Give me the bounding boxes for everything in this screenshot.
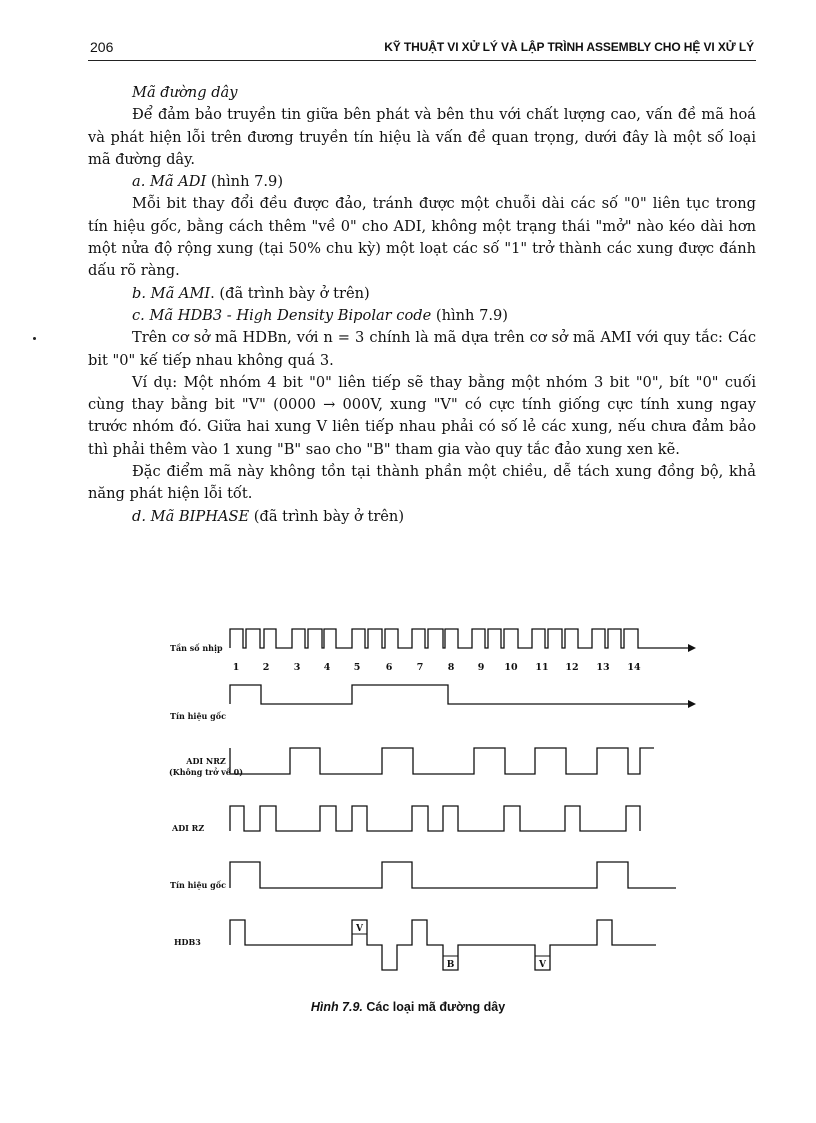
caption-text: Các loại mã đường dây xyxy=(362,1000,506,1014)
hdb3-label: HDB3 xyxy=(174,937,201,947)
figure-caption xyxy=(0,1000,816,1014)
clock-number: 6 xyxy=(385,662,393,673)
source-signal-1-waveform xyxy=(230,685,688,704)
source-signal-1-label: Tín hiệu gốc xyxy=(170,711,226,721)
subsection-b-ref: . (đã trình bày ở trên) xyxy=(210,284,370,302)
subsection-c-paragraph-2: Ví dụ: Một nhóm 4 bit "0" liên tiếp sẽ thay bằng một nhóm 3 bit "0", bít "0" cuối cùng thay bằng bit "V" (0000 → 000V, xung "V" có cực tính giống cực tính xung ngay trước nhóm đó. Giữa hai xung V liên tiếp nhau phải có số lẻ các xung, nếu chưa đảm bảo thì phải thêm vào 1 xung "B" sao cho "B" tham gia vào quy tắc đảo xung xen kẽ. xyxy=(88,373,756,458)
hdb3-v-mark-2: V xyxy=(539,960,546,970)
intro-paragraph: Để đảm bảo truyền tin giữa bên phát và bên thu với chất lượng cao, vấn đề mã hoá và phát hiện lỗi trên đương truyền tín hiệu là vấn đề quan trọng, dưới đây là một số loại mã đường dây. xyxy=(88,106,756,168)
clock-number: 13 xyxy=(596,662,610,673)
clock-number: 11 xyxy=(535,662,549,673)
adi-nrz-waveform xyxy=(230,748,654,774)
clock-number: 1 xyxy=(232,662,240,673)
subsection-a-title: a. Mã ADI xyxy=(132,173,207,191)
clock-number: 7 xyxy=(416,662,424,673)
hdb3-b-mark: B xyxy=(446,960,455,970)
subsection-a-paragraph: Mỗi bit thay đổi đều được đảo, tránh được một chuỗi dài các số "0" liên tục trong tín hiệu gốc, bằng cách thêm "về 0" cho ADI, không một trạng thái "mở" nào kéo dài hơn một nửa độ rộng xung (tại 50% chu kỳ) một loạt các số "1" trở thành các xung được đánh dấu rõ ràng. xyxy=(88,195,756,280)
subsection-c-paragraph-3: Đặc điểm mã này không tồn tại thành phần một chiều, dễ tách xung đồng bộ, khả năng phát hiện lỗi tốt. xyxy=(88,463,756,503)
subsection-d-ref: (đã trình bày ở trên) xyxy=(249,507,405,525)
clock-number: 14 xyxy=(627,662,641,673)
clock-row-label: Tần số nhịp xyxy=(170,643,223,653)
adi-nrz-label: ADI NRZ xyxy=(186,756,226,766)
adi-nrz-sublabel: (Không trở về 0) xyxy=(169,767,243,777)
hdb3-v-mark-1: V xyxy=(356,924,363,934)
clock-number: 4 xyxy=(323,662,331,673)
source-signal-2-label: Tín hiệu gốc xyxy=(170,880,226,890)
subsection-c-title: c. Mã HDB3 - High Density Bipolar code xyxy=(132,306,432,324)
running-title: KỸ THUẬT VI XỬ LÝ VÀ LẬP TRÌNH ASSEMBLY CHO HỆ VI XỬ LÝ xyxy=(384,40,754,54)
subsection-d-title: d. Mã BIPHASE xyxy=(132,507,250,525)
clock-arrow xyxy=(688,644,696,652)
clock-number: 2 xyxy=(262,662,270,673)
page-number: 206 xyxy=(90,39,114,55)
subsection-c-paragraph-1: Trên cơ sở mã HDBn, với n = 3 chính là mã dựa trên cơ sở mã AMI với quy tắc: Các bit "0" kế tiếp nhau không quá 3. xyxy=(88,329,756,369)
clock-number: 9 xyxy=(477,662,485,673)
adi-rz-waveform xyxy=(230,806,640,831)
subsection-a-ref: (hình 7.9) xyxy=(206,173,284,191)
clock-number: 12 xyxy=(565,662,579,673)
clock-number: 3 xyxy=(293,662,301,673)
subsection-c-ref: (hình 7.9) xyxy=(431,306,508,324)
source-signal-1-arrow xyxy=(688,700,696,708)
section-title: Mã đường dây xyxy=(132,84,238,101)
source-signal-2-waveform xyxy=(230,862,676,888)
adi-rz-label: ADI RZ xyxy=(172,823,205,833)
caption-label: Hình 7.9. xyxy=(310,1000,363,1014)
clock-number: 8 xyxy=(447,662,455,673)
clock-number: 5 xyxy=(353,662,361,673)
subsection-b-title: b. Mã AMI xyxy=(132,284,211,302)
clock-waveform xyxy=(230,629,688,648)
clock-number: 10 xyxy=(504,662,518,673)
